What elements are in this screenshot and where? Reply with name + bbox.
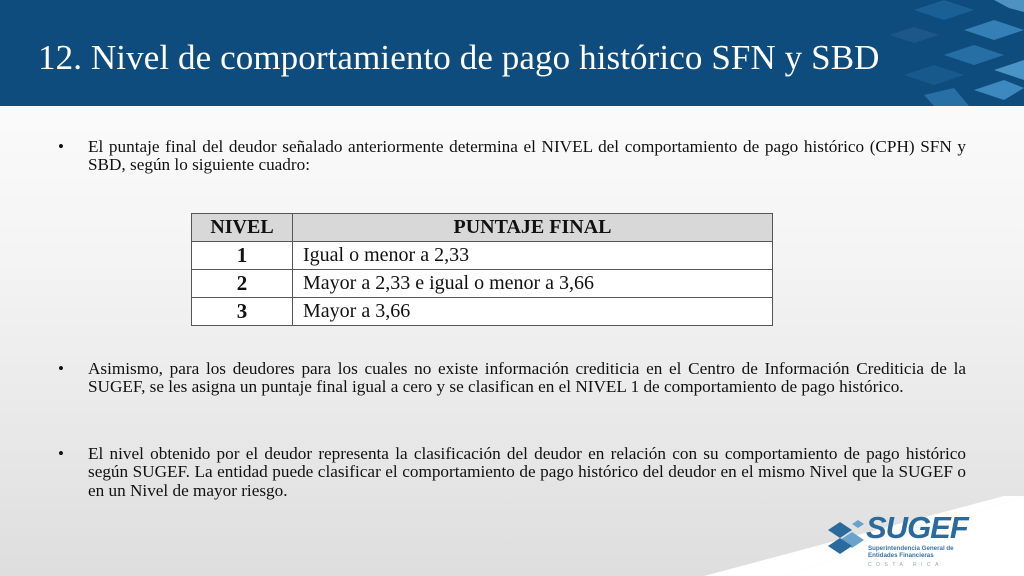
level-cell: 3: [192, 298, 293, 326]
bullet-text: Asimismo, para los deudores para los cuales no existe información crediticia en el Centro de Información Crediticia de la SUGEF, se les asigna un puntaje final igual a cero y se clasifican en el NIVEL 1 de comportamiento de pago histórico.: [88, 359, 966, 397]
levels-table: [191, 213, 773, 326]
score-cell: Mayor a 2,33 e igual o menor a 3,66: [293, 270, 773, 298]
bullet-item: [58, 359, 966, 397]
header-bar: [0, 0, 1024, 106]
column-header-nivel: NIVEL: [192, 214, 293, 242]
table-header-row: [192, 214, 773, 242]
bullet-item: [58, 137, 966, 175]
bullet-item: [58, 444, 966, 500]
level-cell: 1: [192, 242, 293, 270]
score-cell: Mayor a 3,66: [293, 298, 773, 326]
logo-name: SUGEF: [866, 510, 968, 545]
bullet-text: El nivel obtenido por el deudor representa la clasificación del deudor en relación con su comportamiento de pago histórico según SUGEF. La entidad puede clasificar el comportamiento de pago histórico del deudor en el mismo Nivel que la SUGEF o en un Nivel de mayor riesgo.: [88, 444, 966, 500]
score-cell: Igual o menor a 2,33: [293, 242, 773, 270]
table-row: [192, 298, 773, 326]
level-cell: 2: [192, 270, 293, 298]
column-header-puntaje: PUNTAJE FINAL: [293, 214, 773, 242]
logo-subtitle: Superintendencia General de Entidades Financieras: [868, 545, 954, 559]
bullet-icon: •: [58, 137, 64, 156]
table-row: [192, 270, 773, 298]
bullet-text: El puntaje final del deudor señalado anteriormente determina el NIVEL del comportamiento de pago histórico (CPH) SFN y SBD, según lo siguiente cuadro:: [88, 137, 966, 175]
logo-country: COSTA RICA: [868, 562, 943, 568]
table-row: [192, 242, 773, 270]
bullet-icon: •: [58, 359, 64, 378]
slide-title: 12. Nivel de comportamiento de pago histórico SFN y SBD: [38, 38, 880, 77]
bullet-icon: •: [58, 444, 64, 463]
